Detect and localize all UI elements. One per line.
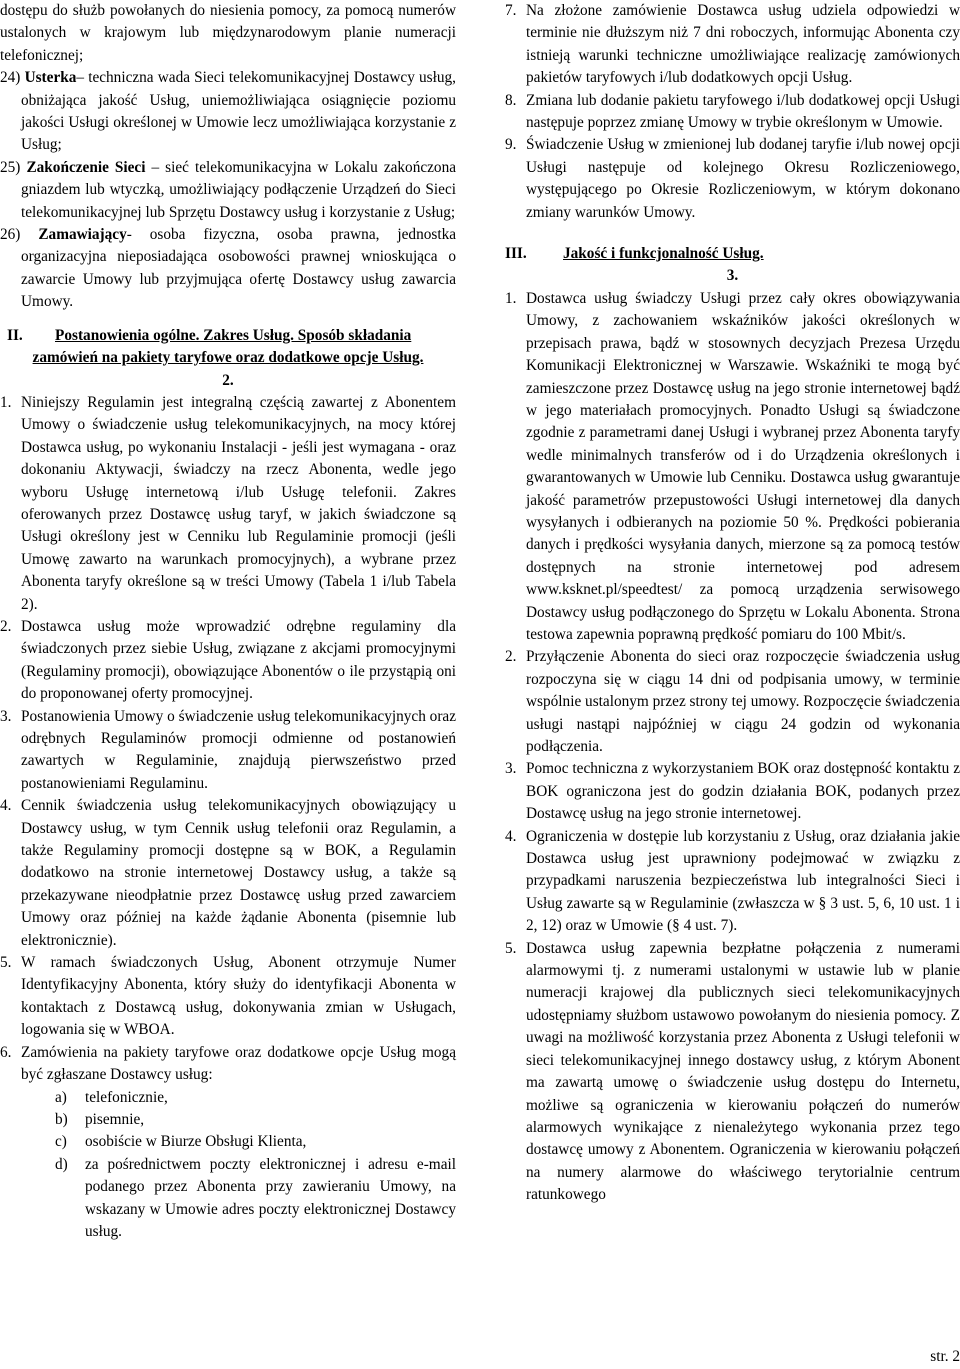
definition-number: 25) (0, 158, 21, 176)
definition-26 (0, 224, 456, 314)
page-number: str. 2 (930, 1347, 960, 1365)
list-item: 2. Dostawca usług może wprowadzić odrębne regulaminy dla świadczonych przez siebie Usług, związane z akcjami promocyjnymi (Regulaminy promocji), obowiązujące Abonentów o ile przystąpią oni do proponowanej oferty promocyjnej. (0, 617, 456, 703)
section-title: Jakość i funkcjonalność Usług. (563, 245, 764, 263)
list-item: 4. Ograniczenia w dostępie lub korzystaniu z Usług, oraz działania jakie Dostawca usług jest uprawniony podejmować w związku z przypadkami naruszenia bezpieczeństwa lub integralności Sieci i Usług zawarte są w Regulaminie (zwłaszcza w § 3 ust. 5, 6, 10 ust. 1 i 2, 12) oraz w Umowie (§ 4 ust. 7). (505, 827, 960, 935)
section-2-heading (0, 325, 456, 392)
list-item: 4. Cennik świadczenia usług telekomunikacyjnych obowiązujący u Dostawcy usług, w tym Cennik usług telefonii oraz Regulamin, a także Regulaminy promocji dostępne są w BOK, a Regulamin dodatkowo na stronie internetowej Dostawcy usług, a także są przekazywane nieodpłatnie przez Dostawcę usług przed zawarciem Umowy oraz później na każde żądanie Abonenta (pisemnie lub elektronicznie). (0, 797, 456, 949)
definition-25 (0, 157, 456, 224)
section-number: II. (7, 326, 23, 344)
list-item: 3. Pomoc techniczna z wykorzystaniem BOK oraz dostępność kontaktu z BOK ograniczona jest do godzin działania BOK, podanych przez Dostawcę usług na jego stronie internetowej. (505, 760, 960, 823)
definition-text: – sieć telekomunikacyjna w Lokalu zakończona gniazdem lub wtyczką, umożliwiający podłączenie Urządzeń do Sieci telekomunikacyjnej lub Sprzętu Dostawcy usług i korzystanie z Usług; (21, 158, 457, 221)
list-item: 2. Przyłączenie Abonenta do sieci oraz rozpoczęcie świadczenia usług rozpoczyna się w ciągu 14 dni od podpisania umowy, w terminie wspólnie ustalonym przez strony tej umowy. Rozpoczęcie świadczenia usługi nastąpi najpóźniej w ciągu 24 godzin od wykonania podłączenia. (505, 648, 960, 755)
right-column (505, 0, 960, 1207)
list-item: 1. Dostawca usług świadczy Usługi przez cały okres obowiązywania Umowy, z zachowaniem wskaźników jakości określonych w przepisach prawa, bądź w stosownych decyzjach Prezesa Urzędu Komunikacji Elektronicznej w Warszawie. Wskaźniki te mogą być zamieszczone przez Dostawcę usług na jego stronie internetowej bądź w jego materiałach promocyjnych. Ponadto Usługi są świadczone zgodnie z parametrami danej Usługi i wybranej przez Abonenta taryfy wedle minimalnych transferów od i do Urządzenia określonych i gwarantowanych w Umowie lub Cenniku. Dostawca usług gwarantuje jakość parametrów przepustowości Usługi internetowej dla danych wysyłanych i odbieranych na poziomie 50 %. Prędkości pobierania danych i prędkości wysyłania danych, mierzone są za pomocą testów dostępnych na stronie internetowej pod adresem www.ksknet.pl/speedtest/ za pomocą urządzenia serwisowego Dostawcy usług podłączonego do Sprzętu w Lokalu Abonenta. Strona testowa zapewnia poprawną prędkość pomiaru do 100 Mbit/s. (505, 289, 960, 643)
definition-number: 26) (0, 226, 21, 244)
definition-term: Usterka (24, 69, 77, 87)
intro-paragraph: dostępu do służb powołanych do niesienia pomocy, za pomocą numerów ustalonych w krajowym lub międzynarodowym planie numeracji telefonicznej; (0, 2, 456, 64)
definition-term: Zakończenie Sieci (26, 158, 146, 176)
section-title-line1: Postanowienia ogólne. Zakres Usług. Sposób składania (55, 326, 412, 344)
list-item: 6. Zamówienia na pakiety taryfowe oraz dodatkowe opcje Usług mogą być zgłaszane Dostawcy usług: (0, 1043, 456, 1084)
sub-item: a) telefonicznie, (55, 1088, 168, 1106)
left-column (0, 0, 456, 1243)
list-item: 7. Na złożone zamówienie Dostawca usług udziela odpowiedzi w terminie nie dłuższym niż 7 dni roboczych, informując Abonenta czy istnieją warunki techniczne umożliwiające realizację zamówionych pakietów taryfowych i/lub dodatkowych opcji Usług. (505, 2, 960, 87)
section-paragraph-mark: 2. (222, 371, 234, 389)
list-item: 5. W ramach świadczonych Usług, Abonent otrzymuje Numer Identyfikacyjny Abonenta, który służy do identyfikacji Abonenta w kontaktach z Dostawcą usług, dokonywania zmian w Usługach, logowania się w WBOA. (0, 954, 456, 1039)
sub-items (0, 1087, 456, 1244)
section-title-line2: zamówień na pakiety taryfowe oraz dodatkowe opcje Usług. (32, 349, 424, 367)
section-2-items-continued (505, 0, 960, 224)
section-2-items (0, 392, 456, 1087)
sub-item: b) pisemnie, (55, 1110, 145, 1128)
section-3-heading (505, 243, 960, 288)
section-number: III. (505, 245, 527, 263)
definition-text: - osoba fizyczna, osoba prawna, jednostka organizacyjna nieposiadająca osobowości prawnej wnioskująca o zawarcie Umowy lub przyjmująca ofertę Dostawcy usług zawarcia Umowy. (21, 226, 457, 311)
section-paragraph-mark: 3. (726, 267, 739, 285)
definition-24 (0, 67, 456, 157)
list-item: 9. Świadczenie Usług w zmienionej lub dodanej taryfie i/lub nowej opcji Usługi następuje od kolejnego Okresu Rozliczeniowego, występującego po Okresie Rozliczeniowym, w którym dokonano zmiany warunków Umowy. (505, 136, 960, 221)
list-item: 3. Postanowienia Umowy o świadczenie usług telekomunikacyjnych oraz odrębnych Regulaminów promocji odmienne od postanowień zawartych w Regulaminie, znajdują pierwszeństwo przed postanowieniami Regulaminu. (0, 707, 456, 792)
list-item: 5. Dostawca usług zapewnia bezpłatne połączenia z numerami alarmowymi tj. z numerami ustalonymi w ustawie lub w planie numeracji krajowej dla publicznych sieci telekomunikacyjnych udostępniamy służbom ustawowo powołanym do niesienia pomocy. Z uwagi na możliwość korzystania przez Abonenta z Usługi telefonii w sieci telekomunikacyjnej innego dostawcy usług, z którym Abonent ma zawartą umowę o świadczenie usług dostępu do Internetu, możliwe są ograniczenia w kierowaniu połączeń do numerów alarmowych wynikające z nienależytego wykonania przez tego dostawcę umowy z Abonentem. Ograniczenia w kierowaniu połączeń na numery alarmowe do właściwego terytorialnie centrum ratunkowego (505, 939, 960, 1204)
sub-item: c) osobiście w Biurze Obsługi Klienta, (55, 1133, 307, 1151)
definition-text: – techniczna wada Sieci telekomunikacyjnej Dostawcy usług, obniżająca jakość Usług, uniemożliwiająca osiągnięcie poziomu jakości Usługi określonej w Umowie lecz umożliwiająca korzystanie z Usług; (21, 69, 456, 154)
section-3-items (505, 288, 960, 1207)
sub-item: d) za pośrednictwem poczty elektronicznej i adresu e-mail podanego przez Abonenta przy zawieraniu Umowy, na wskazany w Umowie adres poczty elektronicznej Dostawcy usług. (55, 1155, 456, 1240)
list-item: 1. Niniejszy Regulamin jest integralną częścią zawartej z Abonentem Umowy o świadczenie usług telekomunikacyjnych, na mocy której Dostawca usług, po wykonaniu Instalacji - jeśli jest wymagana - oraz dokonaniu Aktywacji, świadczy na rzecz Abonenta, wedle jego wyboru Usługę internetową i/lub Usługę telefonii. Zakres oferowanych przez Dostawcę usług taryf, w jakich świadczone są Usługi określony jest w Cenniku lub Regulaminie promocji (jeśli Umowę zawarto na warunkach promocyjnych), a wybrane przez Abonenta taryfy określone są w treści Umowy (Tabela 1 i/lub Tabela 2). (0, 393, 456, 613)
definition-number: 24) (0, 69, 21, 87)
definition-term: Zamawiający (38, 226, 127, 244)
list-item: 8. Zmiana lub dodanie pakietu taryfowego i/lub dodatkowej opcji Usługi następuje poprzez zmianę Umowy w trybie określonym w Umowie. (505, 91, 960, 132)
